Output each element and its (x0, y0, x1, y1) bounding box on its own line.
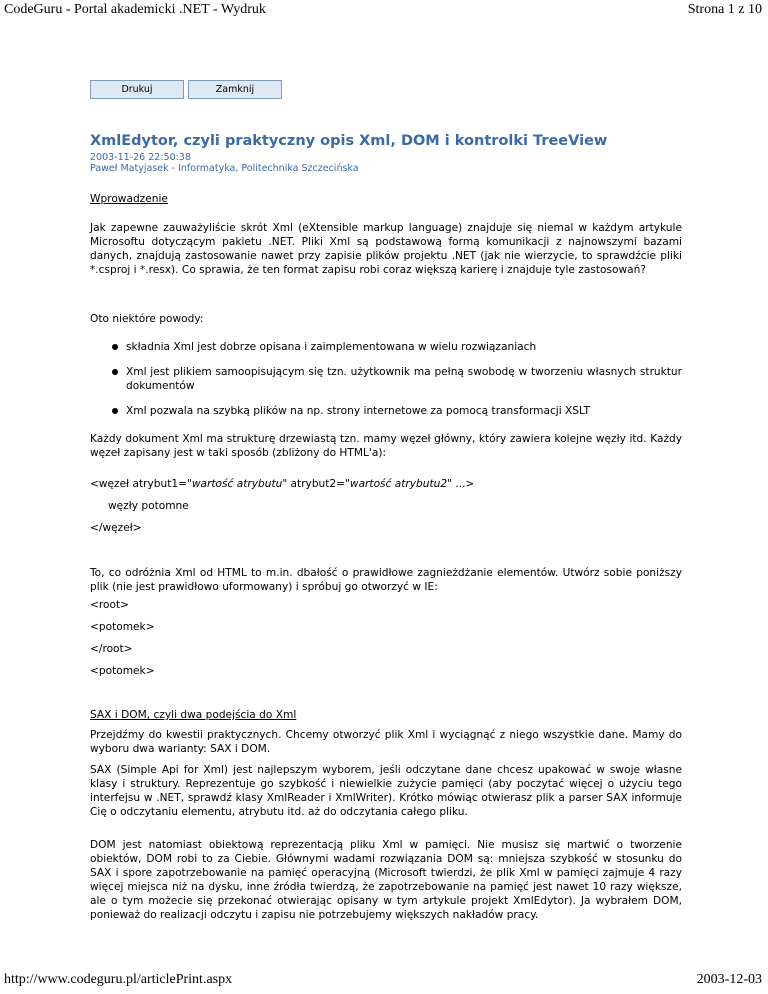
reasons-intro: Oto niektóre powody: (90, 313, 204, 325)
code-node-close: </węzeł> (90, 522, 142, 534)
bad-xml-line: <potomek> (90, 621, 155, 633)
print-footer-url: http://www.codeguru.pl/articlePrint.aspx (4, 972, 233, 987)
intro-heading: Wprowadzenie (90, 193, 168, 205)
tree-paragraph: Każdy dokument Xml ma strukturę drzewiastą tzn. mamy węzeł główny, który zawiera kolejne węzły itd. Każdy węzeł zapisany jest w taki sposób (zbliżony do HTML'a): (90, 433, 682, 459)
sax-paragraph: SAX (Simple Api for Xml) jest najlepszym wyborem, jeśli odczytane dane chcesz upakować w swoje własne klasy i struktury. Reprezentuje go szybkość i niewielkie zużycie pamięci (aby poczytać więcej o użyciu tego interfejsu w .NET, sprawdź klasy XmlReader i XmlWriter). Krótko mówiąc otwierasz plik a parser SAX informuje Cię o odczytaniu elementu, atrybutu itd. aż do odczytania całego pliku. (90, 764, 682, 818)
print-header-title: CodeGuru - Portal akademicki .NET - Wydruk (4, 2, 266, 17)
print-footer-date: 2003-12-03 (696, 972, 762, 987)
list-item: składnia Xml jest dobrze opisana i zaimplementowana w wielu rozwiązaniach (90, 340, 682, 354)
reasons-list (90, 340, 682, 418)
bad-xml-line: </root> (90, 643, 133, 655)
close-button[interactable]: Zamknij (188, 80, 282, 99)
article-date: 2003-11-26 22:50:38 (90, 152, 191, 163)
bullet-icon (112, 344, 118, 350)
code-node-open: <węzeł atrybut1="wartość atrybutu" atrybut2="wartość atrybutu2" ...> (90, 478, 475, 490)
list-item: Xml pozwala na szybką plików na np. strony internetowe za pomocą transformacji XSLT (90, 404, 682, 418)
bullet-icon (112, 369, 118, 375)
article-author: Paweł Matyjasek - Informatyka, Politechnika Szczecińska (90, 163, 359, 174)
list-item: Xml jest plikiem samoopisującym się tzn. użytkownik ma pełną swobodę w tworzeniu własnych struktur dokumentów (90, 365, 682, 393)
bad-xml-line: <potomek> (90, 665, 155, 677)
sax-intro-paragraph: Przejdźmy do kwestii praktycznych. Chcemy otworzyć plik Xml i wyciągnąć z niego wszystkie dane. Mamy do wyboru dwa warianty: SAX i DOM. (90, 729, 682, 755)
intro-paragraph: Jak zapewne zauważyliście skrót Xml (eXtensible markup language) znajduje się niemal w każdym artykule Microsoftu dotyczącym pakietu .NET. Pliki Xml są podstawową formą komunikacji z najnowszymi bazami danych, znajdują zastosowanie nawet przy zapisie plików projektu .NET (jak nie wierzycie, to sprawdźcie pliki *.csproj i *.resx). Co sprawia, że ten format zapisu robi coraz większą karierę i znajduje tyle zastosowań? (90, 222, 682, 276)
nesting-paragraph: To, co odróżnia Xml od HTML to m.in. dbałość o prawidłowe zagnieżdżanie elementów. Utwórz sobie poniższy plik (nie jest prawidłowo uformowany) i spróbuj go otworzyć w IE: (90, 567, 682, 593)
print-button[interactable]: Drukuj (90, 80, 184, 99)
bullet-icon (112, 408, 118, 414)
print-header-page: Strona 1 z 10 (687, 2, 762, 17)
bad-xml-line: <root> (90, 599, 129, 611)
article-title: XmlEdytor, czyli praktyczny opis Xml, DOM i kontrolki TreeView (90, 133, 608, 149)
article-meta (90, 152, 359, 174)
dom-paragraph: DOM jest natomiast obiektową reprezentacją pliku Xml w pamięci. Nie musisz się martwić o tworzenie obiektów, DOM robi to za Ciebie. Głównymi wadami rozwiązania DOM są: mniejsza szybkość w stosunku do SAX i spore zapotrzebowanie na pamięć operacyjną (Microsoft twierdzi, że plik Xml w pamięci zajmuje 4 razy więcej miejsca niż na dysku, inne źródła twierdzą, że zapotrzebowanie na pamięć jest nawet 10 razy większe, ale o tym możecie się przekonać otwierając opisany w tym artykule projekt XmlEdytor). Ja wybrałem DOM, ponieważ do realizacji odczytu i zapisu nie potrzebujemy większych nakładów pracy. (90, 839, 682, 921)
code-children: węzły potomne (108, 500, 189, 512)
sax-heading: SAX i DOM, czyli dwa podejścia do Xml (90, 709, 297, 721)
